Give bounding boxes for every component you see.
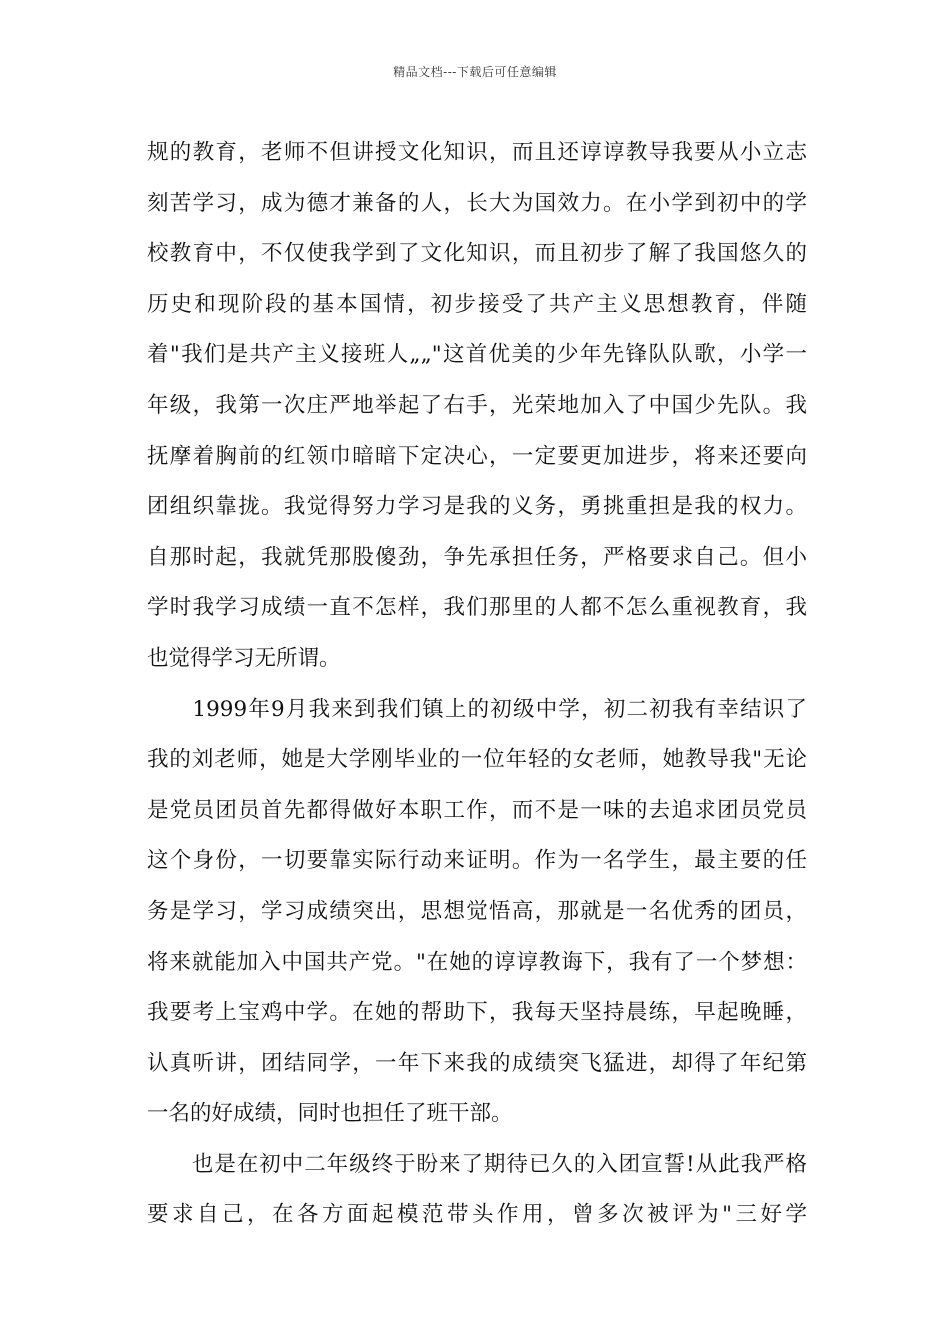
text-line: 校教育中，不仅使我学到了文化知识，而且初步了解了我国悠久的 [147, 241, 807, 267]
page-header: 精品文档---下载后可任意编辑 [393, 65, 557, 79]
text-line: 这个身份，一切要靠实际行动来证明。作为一名学生，最主要的任 [147, 848, 807, 874]
text-line: 自那时起，我就凭那股傻劲，争先承担任务，严格要求自己。但小 [147, 544, 807, 570]
text-line: 我的刘老师，她是大学刚毕业的一位年轻的女老师，她教导我"无论 [147, 747, 807, 773]
text-line: 是党员团员首先都得做好本职工作，而不是一味的去追求团员党员 [147, 797, 807, 823]
text-line: 要求自己，在各方面起模范带头作用，曾多次被评为"三好学 [147, 1202, 807, 1228]
text-line: 年级，我第一次庄严地举起了右手，光荣地加入了中国少先队。我 [147, 392, 807, 418]
text-line: 着"我们是共产主义接班人„„"这首优美的少年先锋队队歌，小学一 [147, 342, 807, 368]
text-line: 将来就能加入中国共产党。"在她的谆谆教诲下，我有了一个梦想： [147, 949, 807, 975]
document-body [147, 128, 807, 1241]
text-line: 认真听讲，团结同学，一年下来我的成绩突飞猛进，却得了年纪第 [147, 1050, 807, 1076]
text-line: 我要考上宝鸡中学。在她的帮助下，我每天坚持晨练，早起晚睡， [147, 1000, 807, 1026]
text-line: 也觉得学习无所谓。 [147, 645, 341, 671]
text-line: 规的教育，老师不但讲授文化知识，而且还谆谆教导我要从小立志 [147, 140, 807, 165]
text-line: 学时我学习成绩一直不怎样，我们那里的人都不怎么重视教育，我 [147, 595, 807, 621]
text-line: 历史和现阶段的基本国情，初步接受了共产主义思想教育，伴随 [147, 291, 807, 317]
text-line: 一名的好成绩，同时也担任了班干部。 [147, 1101, 513, 1127]
text-line: 务是学习，学习成绩突出，思想觉悟高，那就是一名优秀的团员， [147, 898, 807, 924]
text-line: 1999年9月我来到我们镇上的初级中学，初二初我有幸结识了 [147, 696, 807, 722]
text-line: 刻苦学习，成为德才兼备的人，长大为国效力。在小学到初中的学 [147, 190, 807, 216]
text-line: 团组织靠拢。我觉得努力学习是我的义务，勇挑重担是我的权力。 [147, 494, 807, 520]
text-line: 也是在初中二年级终于盼来了期待已久的入团宣誓!从此我严格 [147, 1151, 807, 1177]
text-line: 抚摩着胸前的红领巾暗暗下定决心，一定要更加进步，将来还要向 [147, 443, 807, 469]
